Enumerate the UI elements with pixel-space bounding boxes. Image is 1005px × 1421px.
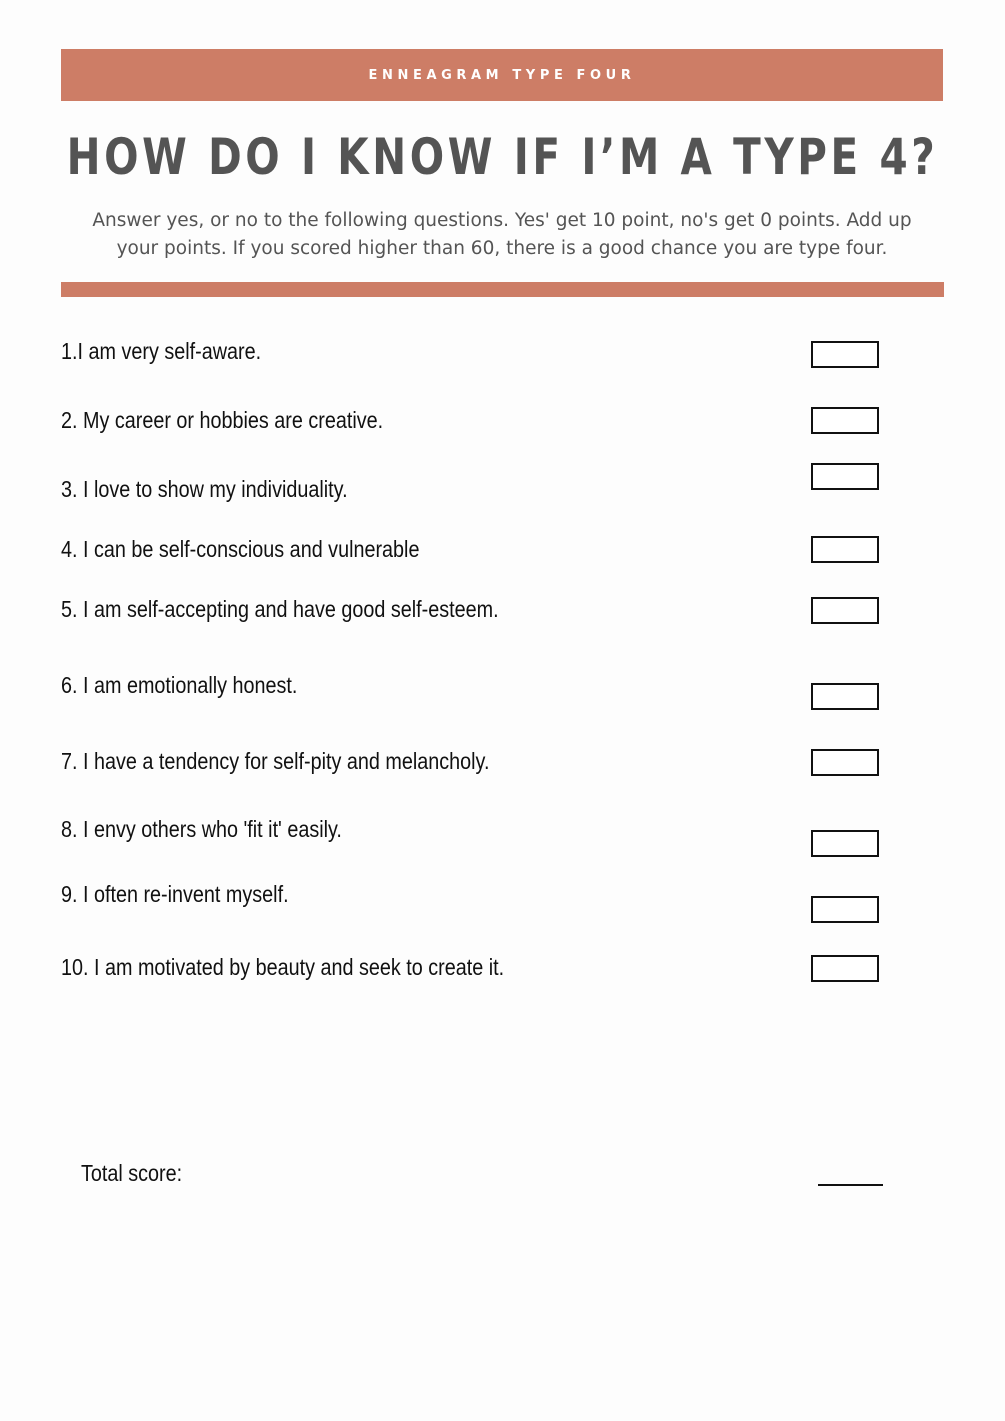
answer-box-7[interactable] <box>811 749 879 776</box>
banner-text: ENNEAGRAM TYPE FOUR <box>368 67 636 83</box>
answer-box-10[interactable] <box>811 955 879 982</box>
page-title: HOW DO I KNOW IF I’M A TYPE 4? <box>66 128 939 186</box>
answer-box-4[interactable] <box>811 536 879 563</box>
header-banner <box>61 49 943 101</box>
question-6: 6. I am emotionally honest. <box>61 672 298 698</box>
instructions: Answer yes, or no to the following questions. Yes' get 10 point, no's get 0 points. Add up your points. If you scored higher than 60, there is a good chance you are type four. <box>92 210 912 259</box>
answer-box-9[interactable] <box>811 896 879 923</box>
total-score-line[interactable] <box>818 1184 883 1186</box>
divider-bar <box>61 282 944 297</box>
question-4: 4. I can be self-conscious and vulnerable <box>61 536 420 562</box>
answer-box-6[interactable] <box>811 683 879 710</box>
answer-box-5[interactable] <box>811 597 879 624</box>
answer-box-1[interactable] <box>811 341 879 368</box>
question-5: 5. I am self-accepting and have good self-esteem. <box>61 596 499 622</box>
answer-box-3[interactable] <box>811 463 879 490</box>
answer-box-8[interactable] <box>811 830 879 857</box>
question-9: 9. I often re-invent myself. <box>61 881 289 907</box>
question-7: 7. I have a tendency for self-pity and melancholy. <box>61 748 490 774</box>
question-2: 2. My career or hobbies are creative. <box>61 407 384 433</box>
question-10: 10. I am motivated by beauty and seek to create it. <box>61 954 505 980</box>
question-1: 1.I am very self-aware. <box>61 338 262 364</box>
question-3: 3. I love to show my individuality. <box>61 476 348 502</box>
answer-box-2[interactable] <box>811 407 879 434</box>
question-8: 8. I envy others who 'fit it' easily. <box>61 816 342 842</box>
total-score-label: Total score: <box>81 1160 183 1186</box>
